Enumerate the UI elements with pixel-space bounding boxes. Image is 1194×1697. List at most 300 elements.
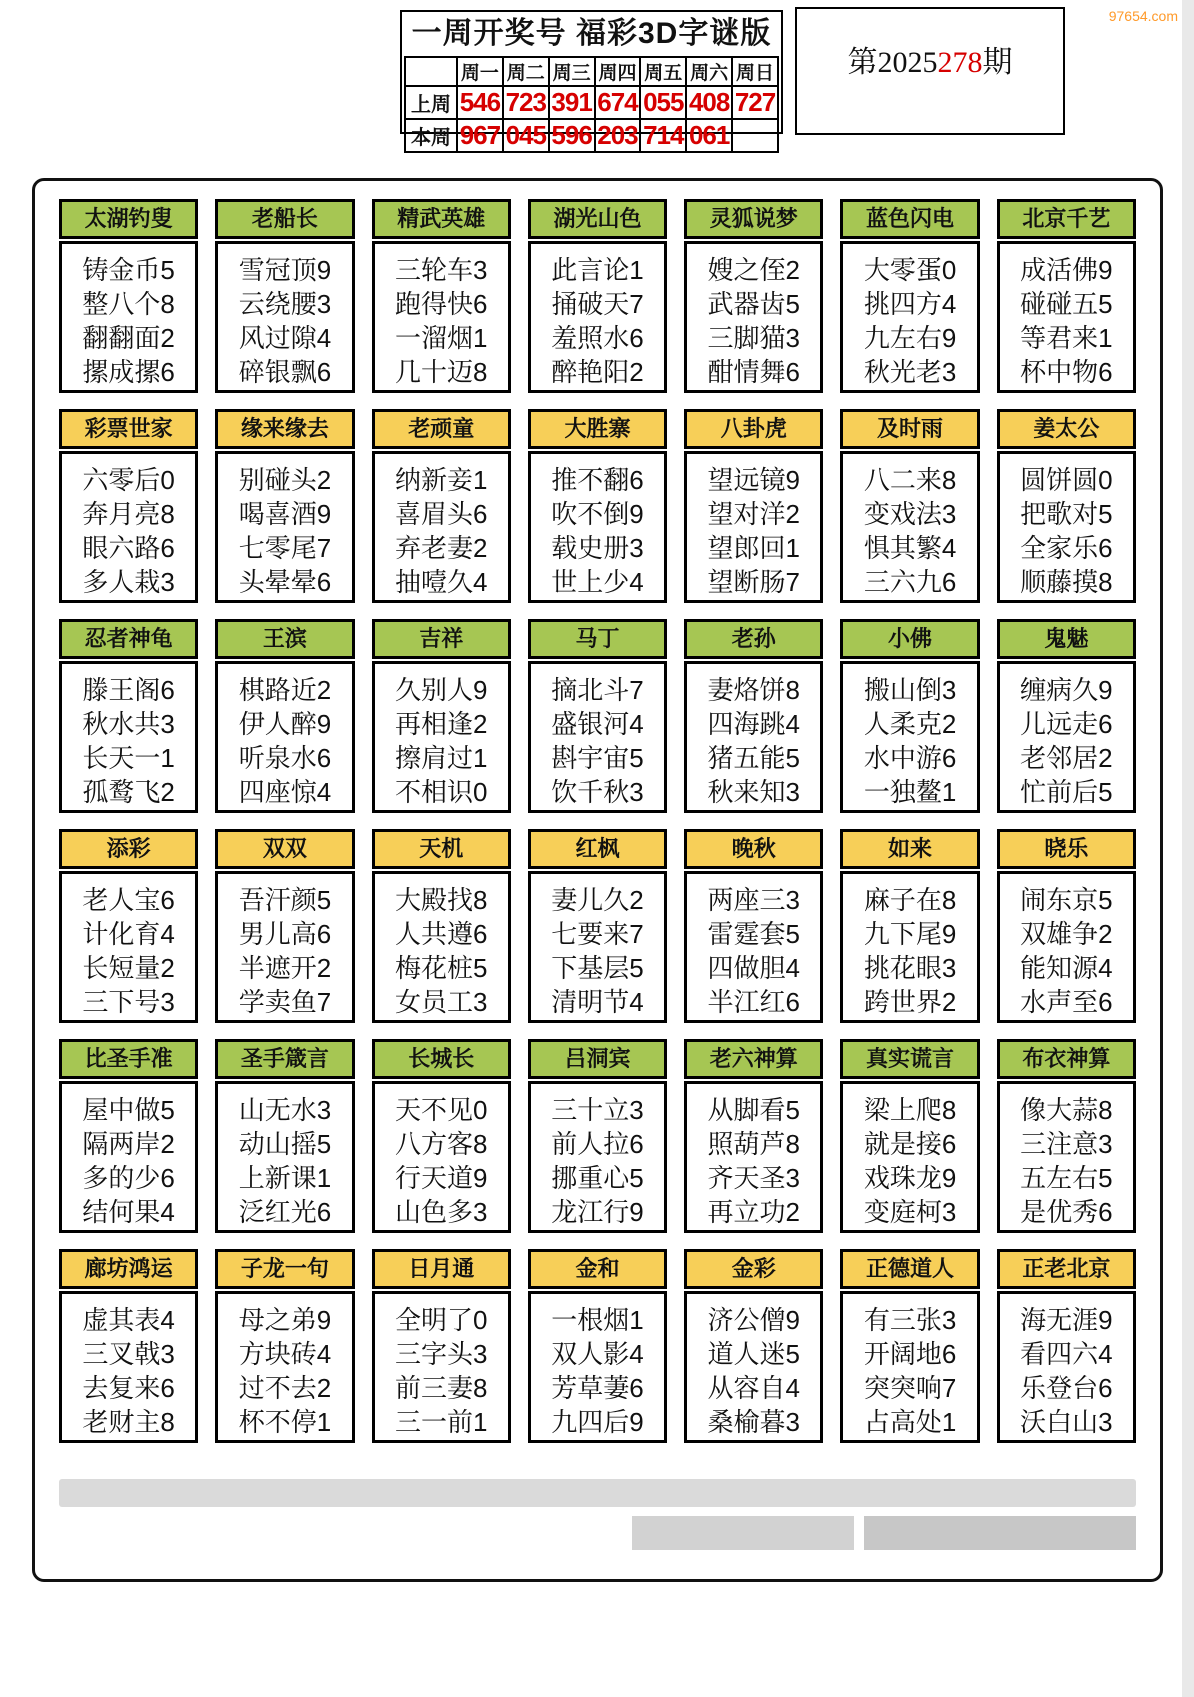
card-title: 吉祥 — [372, 619, 511, 659]
riddle-line: 麻子在8 — [863, 885, 957, 915]
card-title: 比圣手准 — [59, 1039, 198, 1079]
riddle-line: 儿远走6 — [1020, 709, 1113, 739]
riddle-line: 三脚猫3 — [707, 323, 801, 353]
riddle-line: 水中游6 — [863, 743, 957, 773]
card-body — [997, 1291, 1136, 1443]
card-title: 八卦虎 — [684, 409, 823, 449]
riddle-line: 有三张3 — [863, 1305, 957, 1335]
redacted-bar — [632, 1516, 854, 1550]
riddle-line: 隔两岸2 — [82, 1129, 175, 1159]
riddle-line: 翻翻面2 — [82, 323, 175, 353]
riddle-card — [59, 619, 198, 813]
riddle-line: 长短量2 — [82, 953, 175, 983]
riddle-line: 饮千秋3 — [551, 777, 644, 807]
riddle-line: 六零后0 — [82, 465, 175, 495]
card-title: 姜太公 — [997, 409, 1136, 449]
riddle-line: 听泉水6 — [238, 743, 332, 773]
riddle-line: 头晕晕6 — [238, 567, 332, 597]
riddle-card — [684, 1039, 823, 1233]
riddle-line: 前人拉6 — [551, 1129, 644, 1159]
card-body — [528, 241, 667, 393]
riddle-line: 人柔克2 — [863, 709, 957, 739]
riddle-line: 老财主8 — [82, 1407, 175, 1437]
card-row — [59, 1039, 1136, 1233]
riddle-card — [372, 199, 511, 393]
riddle-line: 下基层5 — [551, 953, 644, 983]
riddle-line: 行天道9 — [394, 1163, 488, 1193]
card-body — [684, 871, 823, 1023]
riddle-line: 母之弟9 — [238, 1305, 332, 1335]
main-panel — [32, 178, 1163, 1582]
riddle-line: 老人宝6 — [82, 885, 175, 915]
card-title: 廊坊鸿运 — [59, 1249, 198, 1289]
riddle-line: 惧其繁4 — [863, 533, 957, 563]
card-body — [215, 241, 354, 393]
card-body — [59, 451, 198, 603]
card-body — [684, 661, 823, 813]
card-body — [372, 1291, 511, 1443]
card-body — [372, 451, 511, 603]
riddle-line: 芳草萋6 — [551, 1373, 644, 1403]
riddle-card — [59, 409, 198, 603]
riddle-line: 奔月亮8 — [82, 499, 175, 529]
riddle-line: 顺藤摸8 — [1020, 567, 1113, 597]
riddle-card — [840, 199, 979, 393]
riddle-line: 挑花眼3 — [863, 953, 957, 983]
card-title: 真实谎言 — [840, 1039, 979, 1079]
card-title: 小佛 — [840, 619, 979, 659]
riddle-card — [840, 829, 979, 1023]
riddle-line: 眼六路6 — [82, 533, 175, 563]
card-body — [997, 451, 1136, 603]
riddle-card — [215, 1039, 354, 1233]
riddle-line: 看四六4 — [1020, 1339, 1113, 1369]
card-body — [528, 871, 667, 1023]
last-week-row — [405, 86, 778, 119]
card-title: 北京千艺 — [997, 199, 1136, 239]
riddle-line: 是优秀6 — [1020, 1197, 1113, 1227]
riddle-line: 弃老妻2 — [394, 533, 488, 563]
riddle-card — [840, 619, 979, 813]
riddle-card — [372, 1039, 511, 1233]
result-cell: 055 — [640, 86, 686, 119]
riddle-line: 杯中物6 — [1020, 357, 1113, 387]
riddle-line: 占高处1 — [863, 1407, 957, 1437]
riddle-line: 挑四方4 — [863, 289, 957, 319]
riddle-line: 盛银河4 — [551, 709, 644, 739]
riddle-line: 雪冠顶9 — [238, 255, 332, 285]
riddle-card — [684, 829, 823, 1023]
riddle-line: 世上少4 — [551, 567, 644, 597]
riddle-line: 四海跳4 — [707, 709, 801, 739]
riddle-line: 计化育4 — [82, 919, 175, 949]
riddle-line: 喝喜酒9 — [238, 499, 332, 529]
riddle-line: 半遮开2 — [238, 953, 332, 983]
riddle-card — [528, 829, 667, 1023]
riddle-card — [997, 829, 1136, 1023]
riddle-line: 结何果4 — [82, 1197, 175, 1227]
riddle-line: 秋来知3 — [707, 777, 801, 807]
riddle-line: 此言论1 — [551, 255, 644, 285]
riddle-line: 碎银飘6 — [238, 357, 332, 387]
card-body — [59, 241, 198, 393]
riddle-line: 梁上爬8 — [863, 1095, 957, 1125]
this-week-row — [405, 119, 778, 152]
card-body — [528, 661, 667, 813]
card-title: 吕洞宾 — [528, 1039, 667, 1079]
riddle-line: 戏珠龙9 — [863, 1163, 957, 1193]
card-title: 及时雨 — [840, 409, 979, 449]
card-title: 彩票世家 — [59, 409, 198, 449]
riddle-line: 棋路近2 — [238, 675, 332, 705]
card-body — [684, 1291, 823, 1443]
riddle-line: 碰碰五5 — [1020, 289, 1113, 319]
card-body — [59, 871, 198, 1023]
riddle-card — [59, 199, 198, 393]
page-title: 一周开奖号 福彩3D字谜版 — [411, 17, 772, 50]
weekday-cell: 周二 — [503, 57, 549, 86]
weekday-cell: 周五 — [640, 57, 686, 86]
riddle-line: 三叉戟3 — [82, 1339, 175, 1369]
card-title: 大胜寨 — [528, 409, 667, 449]
riddle-line: 雷霆套5 — [707, 919, 801, 949]
riddle-card — [528, 1039, 667, 1233]
riddle-card — [215, 199, 354, 393]
riddle-line: 三六九6 — [863, 567, 957, 597]
riddle-line: 忙前后5 — [1020, 777, 1113, 807]
riddle-line: 再相逢2 — [394, 709, 488, 739]
riddle-line: 伊人醉9 — [238, 709, 332, 739]
riddle-line: 四座惊4 — [238, 777, 332, 807]
row-label: 本周 — [405, 119, 457, 152]
card-body — [997, 241, 1136, 393]
weekday-cell: 周一 — [457, 57, 503, 86]
card-title: 老六神算 — [684, 1039, 823, 1079]
riddle-card — [840, 1039, 979, 1233]
card-title: 如来 — [840, 829, 979, 869]
riddle-line: 方块砖4 — [238, 1339, 332, 1369]
result-cell: 061 — [686, 119, 732, 152]
riddle-card — [997, 409, 1136, 603]
riddle-line: 一独鳌1 — [863, 777, 957, 807]
riddle-line: 别碰头2 — [238, 465, 332, 495]
riddle-card — [215, 409, 354, 603]
riddle-line: 动山摇5 — [238, 1129, 332, 1159]
riddle-line: 九左右9 — [863, 323, 957, 353]
card-body — [684, 1081, 823, 1233]
card-title: 老孙 — [684, 619, 823, 659]
card-title: 蓝色闪电 — [840, 199, 979, 239]
card-body — [372, 661, 511, 813]
riddle-line: 擦肩过1 — [394, 743, 488, 773]
riddle-line: 多的少6 — [82, 1163, 175, 1193]
riddle-line: 照葫芦8 — [707, 1129, 801, 1159]
card-body — [840, 241, 979, 393]
riddle-line: 九四后9 — [551, 1407, 644, 1437]
redacted-bar — [864, 1516, 1136, 1550]
riddle-line: 闹东京5 — [1020, 885, 1113, 915]
riddle-line: 摘北斗7 — [551, 675, 644, 705]
riddle-line: 天不见0 — [394, 1095, 488, 1125]
riddle-line: 捅破天7 — [551, 289, 644, 319]
card-title: 太湖钓叟 — [59, 199, 198, 239]
riddle-card — [59, 829, 198, 1023]
issue-suffix: 期 — [982, 46, 1013, 79]
issue-year: 2025 — [877, 46, 938, 79]
riddle-line: 三轮车3 — [394, 255, 488, 285]
riddle-card — [372, 829, 511, 1023]
riddle-line: 齐天圣3 — [707, 1163, 801, 1193]
riddle-line: 从容自4 — [707, 1373, 801, 1403]
riddle-line: 济公僧9 — [707, 1305, 801, 1335]
card-title: 金彩 — [684, 1249, 823, 1289]
card-title: 精武英雄 — [372, 199, 511, 239]
riddle-line: 虚其表4 — [82, 1305, 175, 1335]
riddle-line: 全明了0 — [394, 1305, 488, 1335]
riddle-line: 去复来6 — [82, 1373, 175, 1403]
riddle-line: 跑得快6 — [394, 289, 488, 319]
riddle-card — [997, 1249, 1136, 1443]
riddle-line: 大殿找8 — [394, 885, 488, 915]
riddle-line: 双人影4 — [551, 1339, 644, 1369]
riddle-line: 长天一1 — [82, 743, 175, 773]
card-title: 晓乐 — [997, 829, 1136, 869]
riddle-line: 龙江行9 — [551, 1197, 644, 1227]
riddle-line: 不相识0 — [394, 777, 488, 807]
card-title: 红枫 — [528, 829, 667, 869]
card-title: 鬼魅 — [997, 619, 1136, 659]
result-cell: 391 — [549, 86, 595, 119]
card-row — [59, 619, 1136, 813]
card-title: 老船长 — [215, 199, 354, 239]
riddle-line: 八方客8 — [394, 1129, 488, 1159]
card-body — [684, 241, 823, 393]
riddle-line: 女员工3 — [394, 987, 488, 1017]
riddle-card — [528, 199, 667, 393]
riddle-line: 三十立3 — [551, 1095, 644, 1125]
card-body — [372, 1081, 511, 1233]
riddle-line: 云绕腰3 — [238, 289, 332, 319]
result-cell: 967 — [457, 119, 503, 152]
riddle-line: 一根烟1 — [551, 1305, 644, 1335]
card-body — [840, 661, 979, 813]
riddle-line: 像大蒜8 — [1020, 1095, 1113, 1125]
riddle-line: 五左右5 — [1020, 1163, 1113, 1193]
riddle-card — [59, 1249, 198, 1443]
riddle-line: 嫂之侄2 — [707, 255, 801, 285]
card-title: 忍者神龟 — [59, 619, 198, 659]
card-body — [215, 661, 354, 813]
card-body — [840, 871, 979, 1023]
card-title: 子龙一句 — [215, 1249, 354, 1289]
riddle-line: 桑榆暮3 — [707, 1407, 801, 1437]
riddle-line: 等君来1 — [1020, 323, 1113, 353]
riddle-line: 酣情舞6 — [707, 357, 801, 387]
riddle-line: 风过隙4 — [238, 323, 332, 353]
card-body — [840, 1291, 979, 1443]
riddle-line: 吹不倒9 — [551, 499, 644, 529]
riddle-line: 吾汗颜5 — [238, 885, 332, 915]
card-title: 日月通 — [372, 1249, 511, 1289]
weekday-cell: 周六 — [686, 57, 732, 86]
riddle-line: 三字头3 — [394, 1339, 488, 1369]
card-body — [372, 241, 511, 393]
weekday-cell: 周三 — [549, 57, 595, 86]
riddle-line: 望断肠7 — [707, 567, 801, 597]
riddle-line: 屋中做5 — [82, 1095, 175, 1125]
watermark: 97654.com — [1108, 8, 1178, 24]
result-cell: 674 — [595, 86, 641, 119]
riddle-line: 山无水3 — [238, 1095, 332, 1125]
riddle-line: 男儿高6 — [238, 919, 332, 949]
card-title: 金和 — [528, 1249, 667, 1289]
card-title: 王滨 — [215, 619, 354, 659]
riddle-card — [528, 409, 667, 603]
card-title: 马丁 — [528, 619, 667, 659]
issue-prefix: 第 — [847, 46, 878, 79]
riddle-line: 挪重心5 — [551, 1163, 644, 1193]
riddle-line: 三注意3 — [1020, 1129, 1113, 1159]
card-title: 双双 — [215, 829, 354, 869]
riddle-line: 变庭柯3 — [863, 1197, 957, 1227]
card-title: 圣手箴言 — [215, 1039, 354, 1079]
result-cell: 203 — [595, 119, 641, 152]
riddle-line: 醉艳阳2 — [551, 357, 644, 387]
scan-edge-strip — [1182, 0, 1194, 1697]
result-cell: 045 — [503, 119, 549, 152]
riddle-line: 能知源4 — [1020, 953, 1113, 983]
result-cell: 596 — [549, 119, 595, 152]
card-body — [997, 871, 1136, 1023]
riddle-card — [997, 619, 1136, 813]
card-body — [215, 871, 354, 1023]
riddle-line: 妻烙饼8 — [707, 675, 801, 705]
riddle-line: 七零尾7 — [238, 533, 332, 563]
riddle-line: 斟宇宙5 — [551, 743, 644, 773]
riddle-line: 秋光老3 — [863, 357, 957, 387]
result-cell: 714 — [640, 119, 686, 152]
riddle-line: 大零蛋0 — [863, 255, 957, 285]
issue-number-box — [795, 7, 1065, 135]
riddle-card — [997, 199, 1136, 393]
riddle-line: 羞照水6 — [551, 323, 644, 353]
riddle-line: 过不去2 — [238, 1373, 332, 1403]
riddle-line: 摞成摞6 — [82, 357, 175, 387]
result-cell — [732, 119, 778, 152]
card-title: 天机 — [372, 829, 511, 869]
riddle-line: 变戏法3 — [863, 499, 957, 529]
riddle-card — [684, 1249, 823, 1443]
riddle-line: 海无涯9 — [1020, 1305, 1113, 1335]
card-body — [528, 451, 667, 603]
header-title-box — [400, 10, 783, 150]
riddle-line: 乐登台6 — [1020, 1373, 1113, 1403]
card-body — [215, 451, 354, 603]
result-cell: 546 — [457, 86, 503, 119]
riddle-line: 泛红光6 — [238, 1197, 332, 1227]
riddle-line: 梅花桩5 — [394, 953, 488, 983]
card-title: 缘来缘去 — [215, 409, 354, 449]
card-row — [59, 199, 1136, 393]
card-title: 湖光山色 — [528, 199, 667, 239]
card-title: 老顽童 — [372, 409, 511, 449]
result-cell: 727 — [732, 86, 778, 119]
riddle-line: 缠病久9 — [1020, 675, 1113, 705]
card-body — [997, 661, 1136, 813]
riddle-card — [215, 829, 354, 1023]
riddle-line: 水声至6 — [1020, 987, 1113, 1017]
card-row — [59, 829, 1136, 1023]
card-row — [59, 409, 1136, 603]
card-title: 添彩 — [59, 829, 198, 869]
riddle-line: 望郎回1 — [707, 533, 801, 563]
riddle-line: 道人迷5 — [707, 1339, 801, 1369]
riddle-line: 滕王阁6 — [82, 675, 175, 705]
riddle-line: 武器齿5 — [707, 289, 801, 319]
riddle-card — [215, 1249, 354, 1443]
card-title: 长城长 — [372, 1039, 511, 1079]
card-grid — [59, 199, 1136, 1443]
riddle-line: 沃白山3 — [1020, 1407, 1113, 1437]
weekly-results-table — [404, 56, 779, 153]
riddle-line: 跨世界2 — [863, 987, 957, 1017]
riddle-line: 猪五能5 — [707, 743, 801, 773]
card-body — [215, 1081, 354, 1233]
redacted-bar — [59, 1479, 1136, 1507]
riddle-line: 两座三3 — [707, 885, 801, 915]
riddle-line: 九下尾9 — [863, 919, 957, 949]
riddle-line: 清明节4 — [551, 987, 644, 1017]
riddle-line: 七要来7 — [551, 919, 644, 949]
riddle-line: 把歌对5 — [1020, 499, 1113, 529]
riddle-line: 学卖鱼7 — [238, 987, 332, 1017]
riddle-card — [684, 409, 823, 603]
riddle-card — [840, 1249, 979, 1443]
riddle-line: 山色多3 — [394, 1197, 488, 1227]
riddle-line: 多人栽3 — [82, 567, 175, 597]
row-label: 上周 — [405, 86, 457, 119]
riddle-line: 全家乐6 — [1020, 533, 1113, 563]
card-body — [840, 1081, 979, 1233]
riddle-line: 载史册3 — [551, 533, 644, 563]
riddle-card — [528, 619, 667, 813]
card-body — [215, 1291, 354, 1443]
riddle-line: 一溜烟1 — [394, 323, 488, 353]
card-body — [997, 1081, 1136, 1233]
result-cell: 408 — [686, 86, 732, 119]
riddle-line: 几十迈8 — [394, 357, 488, 387]
riddle-line: 上新课1 — [238, 1163, 332, 1193]
card-body — [840, 451, 979, 603]
riddle-card — [372, 619, 511, 813]
riddle-line: 八二来8 — [863, 465, 957, 495]
riddle-line: 开阔地6 — [863, 1339, 957, 1369]
weekday-cell: 周日 — [732, 57, 778, 86]
card-body — [528, 1291, 667, 1443]
riddle-card — [528, 1249, 667, 1443]
card-body — [59, 1291, 198, 1443]
riddle-card — [684, 199, 823, 393]
card-body — [59, 1081, 198, 1233]
riddle-line: 整八个8 — [82, 289, 175, 319]
redacted-bar-row — [59, 1516, 1136, 1550]
card-body — [684, 451, 823, 603]
riddle-line: 秋水共3 — [82, 709, 175, 739]
riddle-card — [372, 409, 511, 603]
riddle-line: 三一前1 — [394, 1407, 488, 1437]
riddle-line: 双雄争2 — [1020, 919, 1113, 949]
card-title: 灵狐说梦 — [684, 199, 823, 239]
